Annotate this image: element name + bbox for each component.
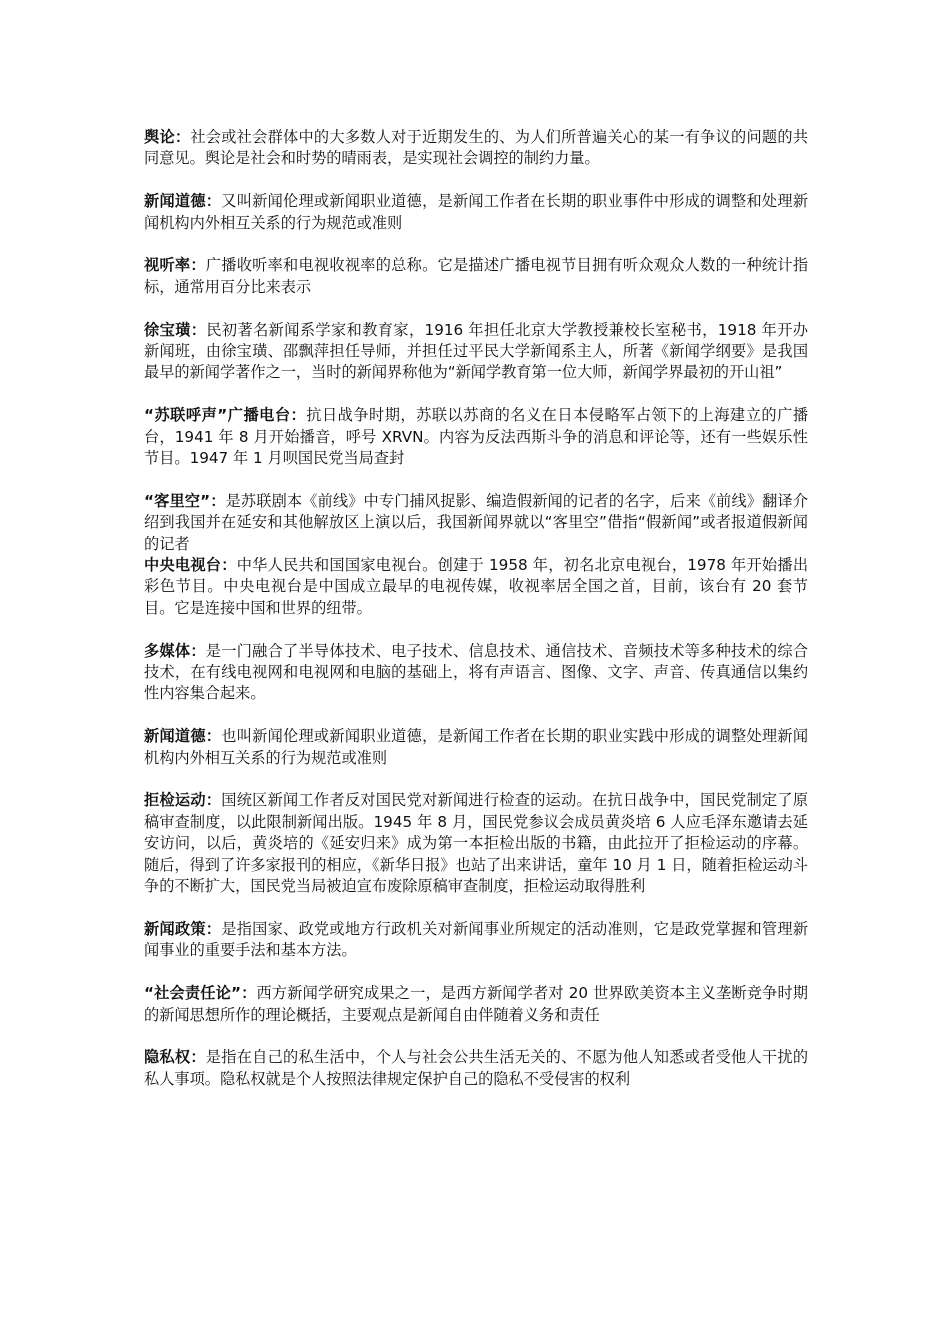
glossary-entry-kelikong	[144, 491, 808, 555]
document-body	[144, 127, 808, 1112]
entry-definition: 是苏联剧本《前线》中专门捕风捉影、编造假新闻的记者的名字，后来《前线》翻译介绍到我国并在延安和其他解放区上演以后，我国新闻界就以“客里空”借指“假新闻”或者报道假新闻的记者	[144, 491, 809, 553]
entry-term: 隐私权：	[144, 1048, 206, 1067]
entry-term: 中央电视台：	[144, 556, 237, 575]
glossary-entry-cctv	[144, 555, 808, 619]
glossary-entry-xinwen-daode	[144, 191, 808, 234]
entry-term: “客里空”：	[144, 491, 226, 510]
glossary-entry-xinwen-daode-2	[144, 726, 808, 769]
entry-definition: 广播收听率和电视收视率的总称。它是描述广播电视节目拥有听众观众人数的一种统计指标，通常用百分比来表示	[144, 256, 809, 296]
glossary-entry-sulian-husheng	[144, 405, 808, 469]
entry-definition: 民初著名新闻系学家和教育家，1916 年担任北京大学教授兼校长室秘书，1918 年开办新闻班，由徐宝璜、邵飘萍担任导师，并担任过平民大学新闻系主人，所著《新闻学纲要》是我国最早的新闻学著作之一，当时的新闻界称他为“新闻学教育第一位大师，新闻学界最初的开山祖”	[144, 320, 808, 382]
entry-term: 拒检运动：	[144, 791, 222, 810]
glossary-entry-jujian-yundong	[144, 790, 808, 897]
entry-definition: 是一门融合了半导体技术、电子技术、信息技术、通信技术、音频技术等多种技术的综合技术，在有线电视网和电视网和电脑的基础上，将有声语言、图像、文字、声音、传真通信以集约性内容集合起来。	[144, 641, 809, 703]
entry-definition: 又叫新闻伦理或新闻职业道德，是新闻工作者在长期的职业事件中形成的调整和处理新闻机构内外相互关系的行为规范或准则	[144, 192, 809, 232]
glossary-entry-xu-baohuang	[144, 320, 808, 384]
entry-definition: 也叫新闻伦理或新闻职业道德，是新闻工作者在长期的职业实践中形成的调整处理新闻机构内外相互关系的行为规范或准则	[144, 727, 809, 767]
glossary-entry-yulun	[144, 127, 808, 170]
entry-definition: 中华人民共和国国家电视台。创建于 1958 年，初名北京电视台，1978 年开始播出彩色节目。中央电视台是中国成立最早的电视传媒，收视率居全国之首，目前，该台有 20 套节目。它是连接中国和世界的纽带。	[144, 556, 809, 617]
entry-term: “社会责任论”：	[144, 984, 257, 1003]
entry-definition: 抗日战争时期，苏联以苏商的名义在日本侵略军占领下的上海建立的广播台，1941 年 8 月开始播音，呼号 XRVN。内容为反法西斯斗争的消息和评论等，还有一些娱乐性节目。1947 年 1 月呗国民党当局查封	[144, 406, 809, 468]
glossary-entry-shehui-zerenlun	[144, 983, 808, 1026]
entry-definition: 西方新闻学研究成果之一，是西方新闻学者对 20 世界欧美资本主义垄断竞争时期的新闻思想所作的理论概括，主要观点是新闻自由伴随着义务和责任	[144, 984, 808, 1024]
entry-term: 多媒体：	[144, 641, 206, 660]
glossary-entry-xinwen-zhengce	[144, 919, 808, 962]
glossary-entry-duomeiti	[144, 641, 808, 705]
entry-term: 视听率：	[144, 256, 206, 275]
entry-term: 舆论：	[144, 128, 191, 146]
entry-term: 新闻道德：	[144, 192, 222, 211]
glossary-entry-shitinglv	[144, 255, 808, 298]
entry-definition: 是指在自己的私生活中，个人与社会公共生活无关的、不愿为他人知悉或者受他人干扰的私人事项。隐私权就是个人按照法律规定保护自己的隐私不受侵害的权利	[144, 1048, 809, 1088]
glossary-entry-yinsiquan	[144, 1047, 808, 1090]
entry-term: 新闻道德：	[144, 727, 222, 746]
entry-term: “苏联呼声”广播电台：	[144, 406, 307, 425]
entry-definition: 社会或社会群体中的大多数人对于近期发生的、为人们所普遍关心的某一有争议的问题的共同意见。舆论是社会和时势的晴雨表，是实现社会调控的制约力量。	[144, 128, 808, 168]
entry-term: 徐宝璜：	[144, 320, 207, 339]
entry-term: 新闻政策：	[144, 919, 222, 938]
entry-definition: 是指国家、政党或地方行政机关对新闻事业所规定的活动准则，它是政党掌握和管理新闻事业的重要手法和基本方法。	[144, 919, 809, 960]
entry-definition: 国统区新闻工作者反对国民党对新闻进行检查的运动。在抗日战争中，国民党制定了原稿审查制度，以此限制新闻出版。1945 年 8 月，国民党参议会成员黄炎培 6 人应毛泽东邀请去延安访问，以后，黄炎培的《延安归来》成为第一本拒检出版的书籍，由此拉开了拒检运动的序幕。随后，得到了许多家报刊的相应，《新华日报》也站了出来讲话，童年 10 月 1 日，随着拒检运动斗争的不断扩大，国民党当局被迫宣布废除原稿审查制度，拒检运动取得胜利	[144, 791, 809, 896]
